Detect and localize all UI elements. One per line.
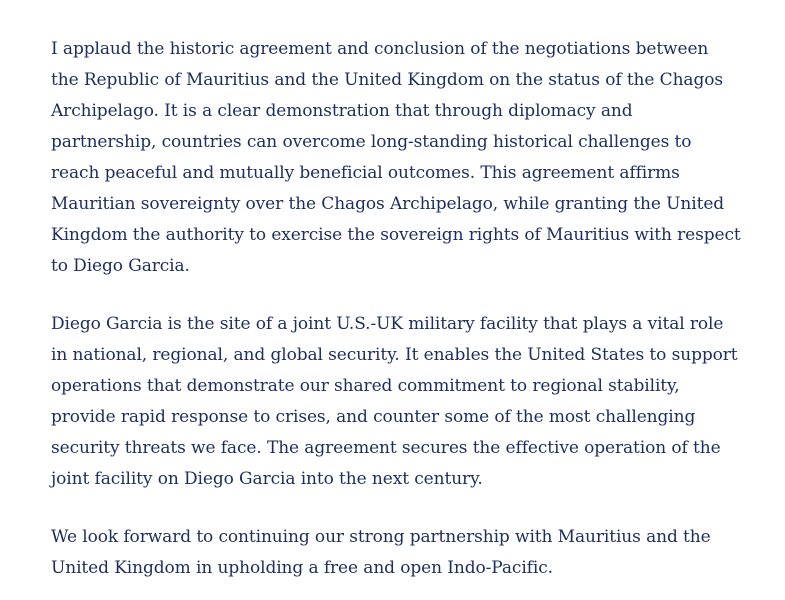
paragraph-agreement: I applaud the historic agreement and conclusion of the negotiations between the Republic of Mauritius and the United Kingdom on the status of the Chagos Archipelago. It is a clear demonstration that through diplomacy and partnership, countries can overcome long-standing historical challenges to reach peaceful and mutually beneficial outcomes. This agreement affirms Mauritian sovereignty over the Chagos Archipelago, while granting the United Kingdom the authority to exercise the sovereign rights of Mauritius with respect to Diego Garcia. (51, 39, 741, 276)
paragraph-diego-garcia: Diego Garcia is the site of a joint U.S.-UK military facility that plays a vital role in national, regional, and global security. It enables the United States to support operations that demonstrate our shared commitment to regional stability, provide rapid response to crises, and counter some of the most challenging security threats we face. The agreement secures the effective operation of the joint facility on Diego Garcia into the next century. (51, 314, 738, 489)
paragraph-partnership: We look forward to continuing our strong partnership with Mauritius and the United Kingdom in upholding a free and open Indo-Pacific. (51, 527, 711, 578)
statement-body (51, 34, 741, 584)
